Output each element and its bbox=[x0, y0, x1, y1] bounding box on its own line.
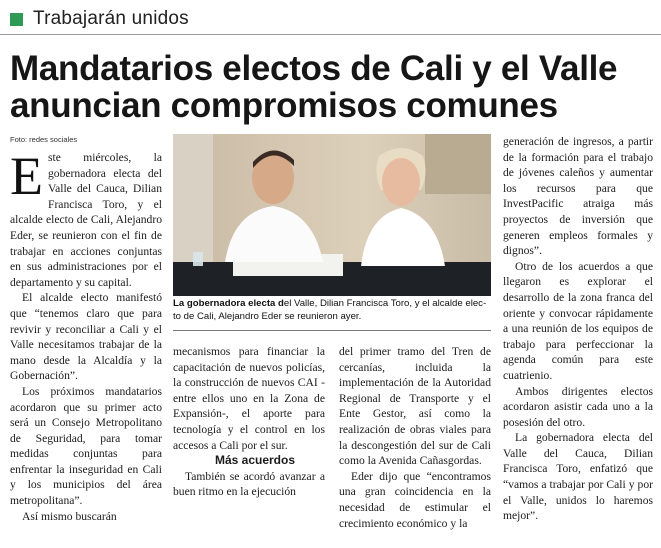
headline-line-2: anuncian compromisos comunes bbox=[10, 86, 558, 125]
paragraph: También se acordó avanzar a buen ritmo en la ejecución bbox=[173, 469, 325, 499]
photo-illustration bbox=[173, 134, 491, 296]
paragraph: mecanismos para financiar la capacitación de nuevos policías, la construcción de nuevos CAI -entre ellos uno en la Zona de Expansión-, el aporte para tecnología y el control en los accesos a Cali por el sur. bbox=[173, 345, 325, 452]
caption-divider bbox=[173, 330, 491, 331]
paragraph: Los próximos mandatarios acordaron que su primer acto será un Consejo Metropolitano de Seguridad, para tomar medidas conjuntas para enfrentar la inseguridad en Cali y los municipios del área metropolitana”. bbox=[10, 384, 162, 508]
caption-bold: La gobernadora electa d bbox=[173, 298, 284, 309]
paragraph: Ambos dirigentes electos acordaron asistir cada uno a la posesión del otro. bbox=[503, 384, 653, 429]
photo-caption bbox=[173, 298, 491, 323]
article-photo bbox=[173, 134, 491, 296]
top-divider bbox=[0, 34, 661, 35]
paragraph: Eder dijo que “encontramos una gran coincidencia en la necesidad de estimular el crecimiento económico y la bbox=[339, 469, 491, 530]
caption-text: el Valle, Dilian Francisca Toro, y el alcalde elec- to de Cali, Alejandro Eder se reunieron ayer. bbox=[173, 298, 487, 322]
paragraph: La gobernadora electa del Valle del Cauca, Dilian Francisca Toro, enfatizó que “vamos a trabajar por Cali y por el Valle, unidos lo haremos mejor”. bbox=[503, 431, 653, 523]
paragraph: Otro de los acuerdos a que llegaron es explorar el desarrollo de la zona franca del oriente y convocar rápidamente a una reunión de los equipos de trabajo para perfeccionar la agenda común para este cuatrienio. bbox=[503, 259, 653, 382]
headline-line-1: Mandatarios electos de Cali y el Valle bbox=[10, 49, 618, 88]
paragraph: ste miércoles, la gobernadora electa del Valle del Cauca, Dilian Francisca Toro, y el alcalde electo de Cali, Alejandro Eder, se reunieron con el fin de trabajar en acciones conjuntas en sus administraciones por el departamento y su capital. bbox=[10, 151, 162, 289]
article-column-4 bbox=[503, 134, 653, 524]
paragraph: Así mismo buscarán bbox=[22, 509, 117, 523]
photo-credit: Foto: redes sociales bbox=[10, 135, 78, 144]
section-title: Trabajarán unidos bbox=[33, 8, 189, 29]
article-column-2 bbox=[173, 344, 325, 500]
section-header bbox=[10, 8, 189, 30]
headline bbox=[10, 50, 655, 124]
paragraph: generación de ingresos, a partir de la formación para el trabajo de jóvenes caleños y aumentar los recursos para que InvestPacific atraiga más proyectos de inversión que generen empleos formales y dignos”. bbox=[503, 135, 653, 258]
paragraph: del primer tramo del Tren de cercanías, incluida la implementación de la Autoridad Regional de Transporte y el Ente Gestor, así como la realización de obras viales para la descongestión del sur de Cali como la Avenida Cañasgordas. bbox=[339, 345, 491, 468]
drop-cap: E bbox=[10, 146, 43, 206]
subheading: Más acuerdos bbox=[214, 453, 296, 468]
paragraph: El alcalde electo manifestó que “tenemos claro que para revivir y reconciliar a Cali y el Valle necesitamos trabajar de la mano desde la Alcaldía y la Gobernación”. bbox=[10, 291, 162, 383]
article-column-3 bbox=[339, 344, 491, 531]
section-marker-icon bbox=[10, 13, 23, 26]
article-column-1 bbox=[10, 146, 162, 524]
